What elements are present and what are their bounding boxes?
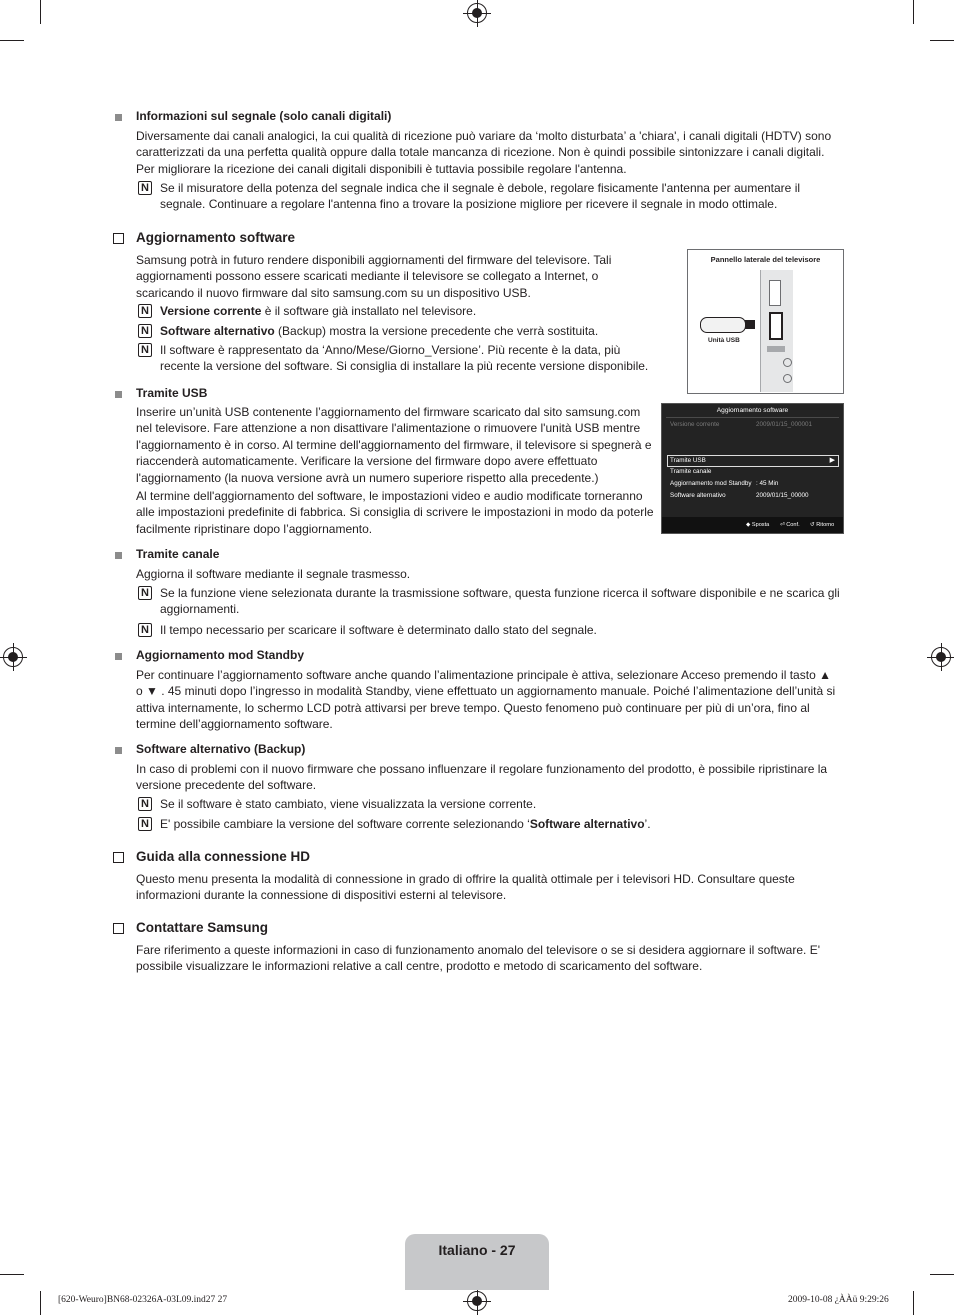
note-icon: N [138, 586, 152, 600]
osd-move-hint: ◆ Sposta [746, 522, 770, 528]
software-update-osd [661, 403, 844, 534]
osd-arrow-right-icon: ▶ [829, 457, 835, 464]
port-label-plate [767, 346, 785, 352]
via-channel-heading: Tramite canale [136, 547, 220, 561]
tv-side-panel-illustration [687, 249, 844, 394]
signal-info-note: Se il misuratore della potenza del segnale indica che il segnale è debole, regolare fisicamente l'antenna per aumentare il segnale. Continuare a regolare l'antenna fino a trovare la posizione migliore per ricevere il segnale in modo ottimale. [160, 181, 801, 212]
osd-current-value: 2009/01/15_000001 [756, 421, 813, 428]
osd-item-usb[interactable] [667, 455, 839, 467]
usb-stick-icon [700, 317, 746, 333]
note-icon: N [138, 343, 152, 357]
software-update-note-2: Software alternativo (Backup) mostra la versione precedente che verrà sostituita. [160, 324, 599, 338]
via-channel-body: Aggiorna il software mediante il segnale trasmesso. [136, 567, 411, 581]
tv-panel-caption: Pannello laterale del televisore [710, 255, 821, 264]
page-number-tab [405, 1234, 549, 1290]
osd-standby-value: : 45 Min [756, 480, 779, 487]
crop-mark [40, 1291, 41, 1315]
bullet-square-icon [115, 114, 122, 121]
crop-mark [930, 1274, 954, 1275]
note-icon: N [138, 181, 152, 195]
via-channel-note-1: Se la funzione viene selezionata durante la trasmissione software, questa funzione ricerca il software disponibile e ne scarica gli aggiornamenti. [160, 586, 840, 617]
contact-heading: Contattare Samsung [136, 920, 269, 935]
osd-item-usb-label: Tramite USB [670, 457, 706, 464]
usb-drive-label: Unità USB [708, 337, 740, 344]
via-usb-heading: Tramite USB [136, 386, 208, 400]
via-usb-body-1: Inserire un’unità USB contenente l’aggiornamento del firmware scaricato dal sito samsung.com nel televisore. Fare attenzione a non disattivare l'alimentazione o rimuovere l'unità USB mentre l'aggiornamento è in corso. Al termine dell'aggiornamento del firmware, il televisore si spegnerà e riaccenderà automaticamente. Verificare la versione del firmware dopo avere effettuato l'aggiornamento (la nuova versione avrà un numero superiore rispetto alla precedente.) [136, 405, 652, 485]
osd-alt-value: 2009/01/15_00000 [756, 492, 809, 499]
registration-mark-icon [467, 3, 487, 23]
crop-mark [0, 1274, 24, 1275]
hdmi-port-icon [769, 280, 781, 306]
osd-item-channel[interactable]: Tramite canale [670, 468, 712, 475]
alt-software-heading: Software alternativo (Backup) [136, 742, 306, 756]
note-icon: N [138, 304, 152, 318]
audio-jack-icon [783, 358, 792, 367]
page-number: Italiano - 27 [438, 1242, 516, 1258]
signal-info-heading: Informazioni sul segnale (solo canali digitali) [136, 109, 392, 123]
software-update-note-1: Versione corrente è il software già installato nel televisore. [160, 304, 477, 318]
note-icon: N [138, 797, 152, 811]
crop-mark [913, 1291, 914, 1315]
note-icon: N [138, 324, 152, 338]
crop-mark [40, 0, 41, 24]
osd-current-label: Versione corrente [670, 421, 720, 428]
osd-item-alt[interactable]: Software alternativo [670, 492, 726, 499]
hd-guide-body: Questo menu presenta la modalità di connessione in grado di offrire la qualità ottimale per i televisori HD. Consultare queste informazioni durante la connessione di dispositivi esterni al televisore. [136, 872, 795, 903]
print-slug-left: [620-Weuro]BN68-02326A-03L09.ind27 27 [58, 1295, 228, 1305]
note-icon: N [138, 623, 152, 637]
usb-plug-icon [745, 320, 755, 329]
tv-side-panel [760, 270, 793, 392]
via-usb-body-2: Al termine dell'aggiornamento del software, le impostazioni video e audio modificate torneranno alle impostazioni predefinite di fabbrica. Si consiglia di scrivere le impostazioni in modo da poterle facilmente ripristinare dopo l’aggiornamento. [136, 489, 654, 536]
contact-body: Fare riferimento a queste informazioni in caso di funzionamento anomalo del televisore o se si desidera aggiornare il software. E' possibile visualizzare le informazioni relative a call centre, prodotto e metodo di scaricamento del software. [136, 943, 820, 974]
alt-software-body: In caso di problemi con il nuovo firmware che possano influenzare il regolare funzionamento del prodotto, è possibile ripristinare la versione precedente del software. [136, 762, 828, 793]
print-slug-right: 2009-10-08 ¿ÀÀü 9:29:26 [788, 1295, 889, 1305]
software-update-heading: Aggiornamento software [136, 230, 296, 245]
bullet-square-icon [115, 653, 122, 660]
crop-mark [913, 0, 914, 24]
osd-title: Aggiornamento software [716, 407, 789, 414]
crop-mark [0, 40, 24, 41]
software-update-note-3: Il software è rappresentato da ‘Anno/Mese/Giorno_Versione’. Più recente è la data, più recente la versione del software. Si consiglia di installare la più recente versione disponibile. [160, 343, 649, 374]
osd-item-standby[interactable]: Aggiornamento mod Standby [670, 480, 752, 487]
hd-guide-heading: Guida alla connessione HD [136, 849, 311, 864]
standby-update-body: Per continuare l’aggiornamento software anche quando l’alimentazione principale è attiva, selezionare Acceso premendo il tasto ▲ o ▼ . 45 minuti dopo l’ingresso in modalità Standby, viene effettuato un aggiornamento manuale. Poiché l’alimentazione dell’unità si attiva internamente, lo schermo LCD potrà attivarsi per breve tempo. Questo fenomeno può continuare per più di un’ora, fino al termine dell’aggiornamento software. [136, 668, 836, 732]
alt-software-note-2: E' possibile cambiare la versione del software corrente selezionando ‘Software alternativo’. [160, 817, 651, 831]
registration-mark-icon [3, 647, 23, 667]
registration-mark-icon [467, 1291, 487, 1311]
audio-jack-icon [783, 374, 792, 383]
section-checkbox-icon [113, 923, 124, 934]
osd-divider [666, 417, 839, 418]
via-channel-note-2: Il tempo necessario per scaricare il software è determinato dallo stato del segnale. [160, 623, 597, 637]
section-checkbox-icon [113, 233, 124, 244]
signal-info-body: Diversamente dai canali analogici, la cui qualità di ricezione può variare da ‘molto disturbata’ a 'chiara', i canali digitali (HDTV) sono caratterizzati da una perfetta qualità oppure dalla totale mancanza di ricezione. Non è quindi possibile sintonizzare i canali digitali. Per migliorare la ricezione dei canali digitali disponibili è tuttavia possibile regolare l'antenna. [136, 129, 832, 176]
registration-mark-icon [931, 647, 951, 667]
bullet-square-icon [115, 391, 122, 398]
osd-footer [662, 517, 843, 533]
alt-software-note-1: Se il software è stato cambiato, viene visualizzata la versione corrente. [160, 797, 537, 811]
crop-mark [930, 40, 954, 41]
section-checkbox-icon [113, 852, 124, 863]
usb-port-icon [769, 312, 783, 340]
bullet-square-icon [115, 747, 122, 754]
bullet-square-icon [115, 552, 122, 559]
osd-return-hint: ↺ Ritorno [810, 522, 835, 528]
osd-enter-hint: ⏎ Conf. [780, 522, 800, 528]
software-update-body: Samsung potrà in futuro rendere disponibili aggiornamenti del firmware del televisore. Tali aggiornamenti possono essere scaricati mediante il televisore se collegato a Internet, o scaricando il nuovo firmware dal sito samsung.com su un dispositivo USB. [136, 253, 612, 300]
standby-update-heading: Aggiornamento mod Standby [136, 648, 304, 662]
note-icon: N [138, 817, 152, 831]
